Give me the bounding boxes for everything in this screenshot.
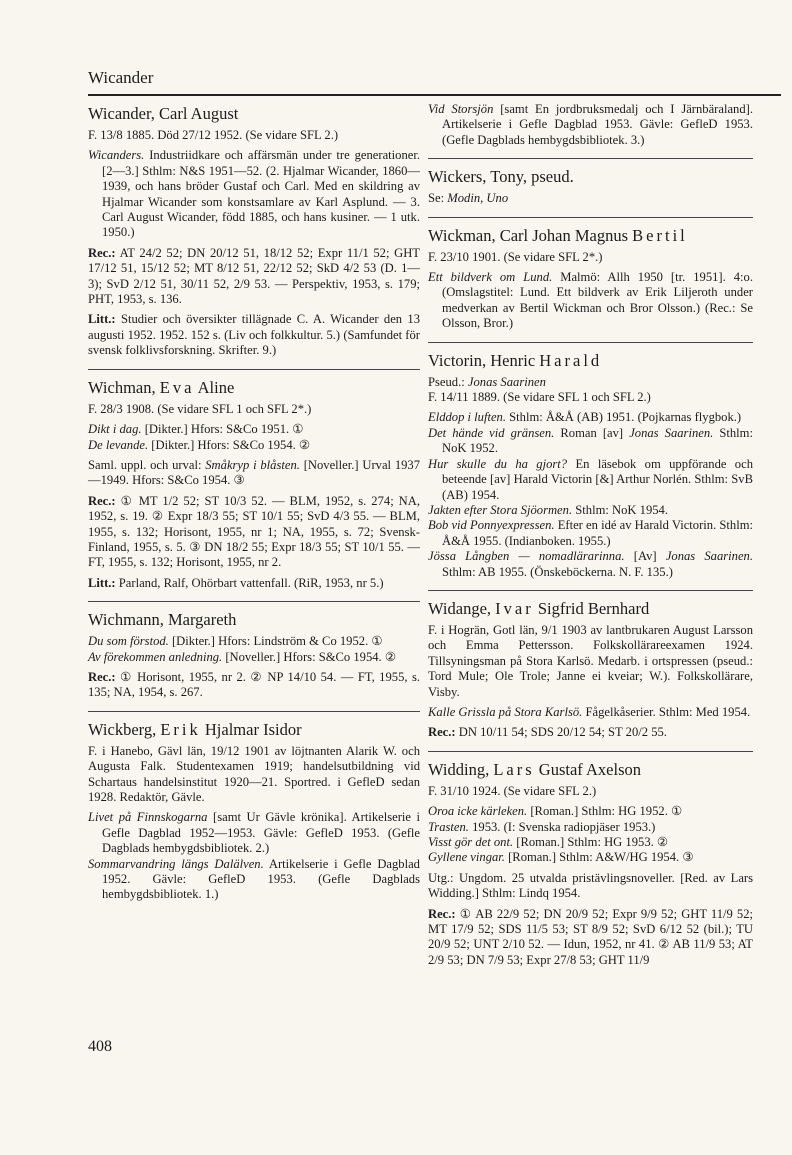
- review-block: [88, 246, 420, 308]
- work-author: Jonas Saarinen.: [665, 549, 754, 564]
- works-list: [88, 422, 420, 453]
- work-text: [Dikter.] Hfors: S&Co 1951. ①: [144, 422, 304, 437]
- work-text: [Roman.] Sthlm: HG 1952. ①: [530, 804, 683, 819]
- entry-victorin: [428, 351, 753, 580]
- literature-block: [88, 312, 420, 358]
- literature-label: Litt.:: [88, 312, 116, 327]
- work-item: [88, 857, 420, 903]
- pseudonym-text: Jonas Saarinen: [467, 374, 546, 389]
- review-label: Rec.:: [88, 245, 116, 260]
- page-number: 408: [88, 1038, 112, 1055]
- work-item: [88, 422, 420, 437]
- works-list: [428, 804, 753, 866]
- entry-wickberg: [88, 720, 420, 903]
- work-title: Jössa Långben — nomadlärarinna.: [428, 549, 625, 564]
- review-block: [428, 725, 753, 740]
- work-title: Trasten.: [428, 819, 469, 834]
- work-item: [88, 650, 420, 665]
- entry-divider: [428, 342, 753, 343]
- review-label: Rec.:: [428, 725, 456, 740]
- entry-divider: [428, 590, 753, 591]
- entry-wicander: [88, 104, 420, 359]
- name-surname: Victorin, Henric: [428, 350, 536, 370]
- work-item: [88, 148, 420, 240]
- name-surname: Wichman,: [88, 377, 156, 397]
- collected-block: [88, 458, 420, 489]
- work-title: Gyllene vingar.: [428, 850, 505, 865]
- work-text: [samt Ur Gävle krönika]. Artikelserie i Gefle Dagblad 1952—1953. Gävle: GefleD 1953. (Gefle Dagblads hembygdsbibliotek. 2.): [102, 810, 421, 856]
- review-label: Rec.:: [88, 669, 116, 684]
- entry-name: [428, 226, 753, 246]
- work-title: Wicanders.: [88, 148, 145, 163]
- review-text: DN 10/11 54; SDS 20/12 54; ST 20/2 55.: [458, 725, 667, 740]
- entry-divider: [428, 158, 753, 159]
- work-author: Jonas Saarinen.: [629, 425, 714, 440]
- work-text: [Dikter.] Hfors: Lindström & Co 1952. ①: [171, 634, 383, 649]
- entry-wichmann: [88, 610, 420, 701]
- work-item: [428, 457, 753, 503]
- work-text: Roman [av]: [560, 425, 624, 440]
- name-surname: Widange,: [428, 598, 492, 618]
- editor-block: [428, 871, 753, 902]
- literature-text: Parland, Ralf, Ohörbart vattenfall. (RiR, 1953, nr 5.): [118, 575, 384, 590]
- work-text: 1953. (I: Svenska radiopjäser 1953.): [472, 819, 656, 834]
- work-text: [Dikter.] Hfors: S&Co 1954. ②: [151, 437, 311, 452]
- work-text: [Av]: [633, 549, 657, 564]
- see-reference: [428, 191, 753, 206]
- work-item: [428, 410, 753, 425]
- left-column: [88, 102, 420, 913]
- works-list: [428, 410, 753, 579]
- name-rest: Aline: [197, 377, 235, 397]
- work-text: [Roman.] Sthlm: A&W/HG 1954. ③: [508, 850, 694, 865]
- work-title: Av förekommen anledning.: [88, 649, 223, 664]
- review-text: ① AB 22/9 52; DN 20/9 52; Expr 9/9 52; GHT 11/9 52; MT 17/9 52; SDS 11/5 53; ST 8/9 52; SvD 6/12 52 (bil.); TU 20/9 52; UNT 2/10 52. — Idun, 1952, nr 41. ② AB 11/9 53; AT 2/9 53; DN 7/9 53; Expr 27/8 53; GHT 11/9: [428, 906, 753, 967]
- literature-block: [88, 576, 420, 591]
- editor-text: Ungdom. 25 utvalda pristävlingsnoveller. [Red. av Lars Widding.] Sthlm: Lindq 1954.: [428, 870, 754, 901]
- works-list: [88, 810, 420, 902]
- collected-label: Saml. uppl. och urval:: [88, 457, 202, 472]
- work-title: Småkryp i blåsten.: [205, 457, 300, 472]
- entry-divider: [428, 217, 753, 218]
- entry-wickman: [428, 226, 753, 332]
- work-item: [428, 705, 753, 720]
- name-callname: Harald: [539, 350, 603, 370]
- entry-name: Wickers, Tony, pseud.: [428, 167, 574, 187]
- entry-name: [428, 351, 753, 371]
- pseudonym-label: Pseud.:: [428, 374, 465, 389]
- work-item: [428, 804, 753, 819]
- work-title: Hur skulle du ha gjort?: [428, 456, 568, 471]
- work-title: Dikt i dag.: [88, 422, 142, 437]
- literature-text: Studier och översikter tillägnade C. A. Wicander den 13 augusti 1952. 1952. 152 s. (Liv och folkkultur. 5.) (Samfundet för svensk folklivsforskning. Skrifter. 9.): [88, 312, 420, 358]
- review-block: [88, 494, 420, 571]
- work-title: Det hände vid gränsen.: [428, 425, 555, 440]
- entry-bio: F. i Hogrän, Gotl län, 9/1 1903 av lantbrukaren August Larsson och Emma Pettersson. Folkskollärareexamen 1924. Tillsyningsman på Stora Karlsö. Medarb. i ortspressen (pseud.: Tord Mule; Ole Trole; Janne ei kveiar; W.). Folkskollärare, Visby.: [428, 622, 753, 699]
- entry-widding: [428, 760, 753, 968]
- work-title: Ett bildverk om Lund.: [428, 270, 553, 285]
- work-item: [428, 270, 753, 332]
- entry-name: [88, 378, 420, 398]
- review-text: ① MT 1/2 52; ST 10/3 52. — BLM, 1952, s. 274; NA, 1952, s. 19. ② Expr 18/3 55; ST 10/1 55; SvD 4/3 55. — BLM, 1955, s. 132; Horisont, 1955, nr 1; NA, 1955, s. 72; Svensk-Finland, 1955, s. 5. ③ DN 18/2 55; Expr 18/3 55; ST 10/1 55. — FT, 1955, s. 132; Horisont, 1955, nr 2.: [88, 493, 420, 570]
- entry-wickberg-continued: [428, 102, 753, 148]
- work-item: [428, 820, 753, 835]
- works-list: [88, 634, 420, 665]
- work-text: Efter en idé av Harald Victorin. Sthlm: Å&Å 1955. (Indianboken. 1955.): [442, 518, 753, 548]
- entry-wichman: [88, 378, 420, 591]
- literature-label: Litt.:: [88, 575, 116, 590]
- work-item: [428, 102, 753, 148]
- entry-name: [428, 760, 753, 780]
- review-block: [88, 670, 420, 701]
- name-surname: Wickberg,: [88, 719, 157, 739]
- review-label: Rec.:: [88, 493, 116, 508]
- work-item: [428, 518, 753, 549]
- name-callname: Erik: [160, 719, 201, 739]
- work-item: [88, 438, 420, 453]
- entry-birth: F. 13/8 1885. Död 27/12 1952. (Se vidare SFL 2.): [88, 128, 339, 142]
- work-title: Oroa icke kärleken.: [428, 804, 528, 819]
- work-title: Du som förstod.: [88, 634, 169, 649]
- entry-divider: [88, 711, 420, 712]
- work-title: Livet på Finnskogarna: [88, 810, 208, 825]
- entry-birth: F. 31/10 1924. (Se vidare SFL 2.): [428, 783, 597, 798]
- see-target: Modin, Uno: [447, 191, 509, 206]
- work-text: Sthlm: NoK 1954.: [575, 502, 668, 517]
- name-callname: Lars: [493, 759, 535, 779]
- work-text: En läsebok om uppförande och beteende [av] Harald Victorin [&] Arthur Norlén. Sthlm: SvB (AB) 1954.: [442, 456, 753, 502]
- work-item: [428, 835, 753, 850]
- work-publisher: Sthlm: NoK 1952.: [442, 425, 753, 456]
- work-text: Sthlm: Å&Å (AB) 1951. (Pojkarnas flygbok.): [509, 410, 742, 425]
- review-label: Rec.:: [428, 906, 456, 921]
- entry-wickers: [428, 167, 753, 206]
- work-title: Jakten efter Stora Sjöormen.: [428, 502, 573, 517]
- work-title: Elddop i luften.: [428, 410, 507, 425]
- work-text: Fågelkåserier. Sthlm: Med 1954.: [585, 704, 751, 719]
- review-block: [428, 907, 753, 969]
- work-title: Kalle Grissla på Stora Karlsö.: [428, 704, 583, 719]
- right-column: [428, 102, 753, 978]
- entry-birth: F. 23/10 1901. (Se vidare SFL 2*.): [428, 249, 603, 264]
- entry-widange: [428, 599, 753, 741]
- entry-birth: F. 28/3 1908. (Se vidare SFL 1 och SFL 2*.): [88, 401, 312, 416]
- work-title: Visst gör det ont.: [428, 835, 514, 849]
- work-text: Artikelserie i Gefle Dagblad 1952. Gävle: GefleD 1953. (Gefle Dagblads hembygdsbibliotek. 1.): [102, 856, 420, 902]
- name-rest: Sigfrid Bernhard: [537, 598, 650, 618]
- entry-divider: [428, 751, 753, 752]
- review-text: ① Horisont, 1955, nr 2. ② NP 14/10 54. — FT, 1955, s. 135; NA, 1954, s. 267.: [88, 669, 420, 700]
- work-text: [Roman.] Sthlm: HG 1953. ②: [516, 835, 669, 849]
- work-text: Industriidkare och affärsmän under tre generationer. [2—3.] Sthlm: N&S 1951—52. (2. Hjalmar Wicander, 1860—1939, och hans bröder Gustaf och Carl. Med en skildring av Hjalmar Wicander som konstsamlare av Karl Asplund. — 3. Carl August Wicander, född 1885, och hans kusiner. — 1 utk. 1950.): [102, 148, 420, 240]
- name-callname: Ivar: [495, 598, 534, 618]
- work-item: [428, 426, 753, 457]
- entry-name: [428, 599, 753, 619]
- entry-name: Wichmann, Margareth: [88, 610, 237, 630]
- entry-birth: F. 14/11 1889. (Se vidare SFL 1 och SFL 2.): [428, 390, 651, 405]
- work-publisher: Sthlm: AB 1955. (Önskeböckerna. N. F. 135.): [442, 564, 673, 579]
- work-text: [samt En jordbruksmedalj och I Järnbäraland]. Artikelserie i Gefle Dagblad 1953. Gävle: GefleD 1953. (Gefle Dagblads hembygdsbibliotek. 3.): [442, 102, 753, 147]
- entry-name: [88, 720, 420, 740]
- see-label: Se:: [428, 191, 445, 206]
- work-text: [Noveller.] Urval 1937—1949. Hfors: S&Co 1954. ③: [88, 457, 421, 488]
- name-surname: Widding,: [428, 759, 490, 779]
- name-callname: Bertil: [632, 225, 688, 245]
- work-title: De levande.: [88, 437, 149, 452]
- editor-label: Utg.:: [428, 870, 454, 885]
- name-rest: Hjalmar Isidor: [204, 719, 302, 739]
- entry-bio: F. i Hanebo, Gävl län, 19/12 1901 av löjtnanten Alarik W. och Augusta Falk. Studentexamen 1919; handelsutbildning vid Schartaus handelsinstitut 1920—21. Sportred. i GefleD sedan 1928. Redaktör, Gävle.: [88, 743, 420, 804]
- pseudonym: [428, 375, 753, 390]
- work-item: [428, 549, 753, 580]
- name-callname: Eva: [159, 377, 195, 397]
- name-rest: Gustaf Axelson: [538, 759, 641, 779]
- work-text: Malmö: Allh 1950 [tr. 1951]. 4:o. (Omslagstitel: Lund. Ett bildverk av Erik Liljeroth under medverkan av Bertil Wickman och Bror Olsson.) (Rec.: Se Olsson, Bror.): [442, 270, 753, 331]
- work-text: [Noveller.] Hfors: S&Co 1954. ②: [225, 649, 397, 664]
- entry-divider: [88, 369, 420, 370]
- work-item: [428, 850, 753, 865]
- work-title: Bob vid Ponnyexpressen.: [428, 518, 555, 533]
- work-title: Sommarvandring längs Dalälven.: [88, 856, 264, 871]
- review-text: AT 24/2 52; DN 20/12 51, 18/12 52; Expr 11/1 52; GHT 17/12 51, 15/12 52; MT 8/12 51, 22/12 52; SkD 4/2 53 (D. 1—3); SvD 2/12 51, 30/11 52, 2/9 53. — Perspektiv, 1953, s. 179; PHT, 1953, s. 136.: [88, 245, 420, 307]
- work-item: [88, 810, 420, 856]
- name-surname: Wickman, Carl Johan Magnus: [428, 225, 629, 245]
- entry-divider: [88, 601, 420, 602]
- work-item: [428, 503, 753, 518]
- entry-name: Wicander, Carl August: [88, 104, 239, 123]
- work-item: [88, 634, 420, 649]
- work-title: Vid Storsjön: [428, 102, 494, 116]
- header-rule: [88, 94, 781, 96]
- running-head: Wicander: [88, 68, 154, 87]
